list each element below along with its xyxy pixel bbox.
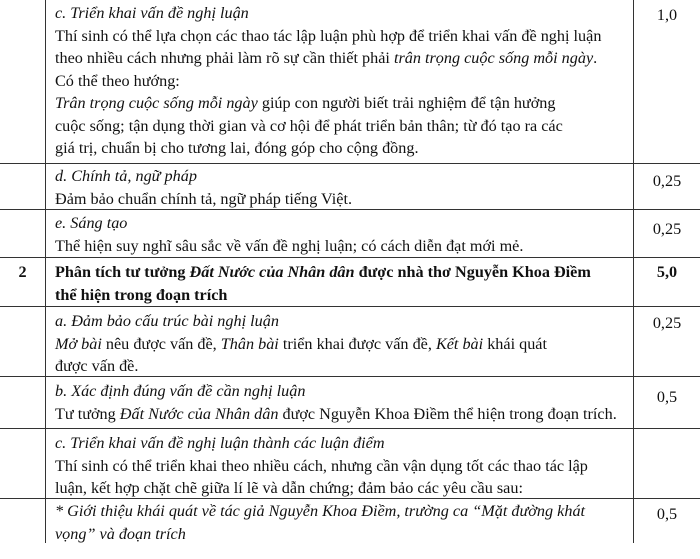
table-row-question-2: [0, 258, 700, 307]
criterion-heading: c. Triển khai vấn đề nghị luận: [55, 4, 249, 22]
table-row-sang-tao: [0, 210, 700, 258]
criterion-text: Thể hiện suy nghĩ sâu sắc về vấn đề nghị luận; có cách diễn đạt mới mẻ.: [55, 236, 524, 255]
row-content: [55, 2, 633, 160]
score-value: 1,0: [656, 6, 678, 24]
score-value: 0,5: [656, 505, 678, 523]
score-value: 5,0: [656, 263, 678, 281]
criterion-text: Trân trọng cuộc sống mỗi ngày giúp con người biết trải nghiệm để tận hưởng: [55, 94, 556, 112]
table-row-chinh-ta: [0, 164, 700, 210]
score-value: 0,25: [652, 220, 682, 238]
score-value: 0,25: [652, 314, 682, 332]
table-row-xac-dinh: [0, 377, 700, 429]
criterion-text: theo nhiều cách nhưng phải làm rõ sự cần thiết phải trân trọng cuộc sống mỗi ngày.: [55, 49, 598, 67]
score-value: 0,25: [652, 172, 682, 190]
criterion-heading: b. Xác định đúng vấn đề cần nghị luận: [55, 382, 306, 400]
criterion-heading: a. Đảm bảo cấu trúc bài nghị luận: [55, 312, 279, 330]
question-title: Phân tích tư tưởng Đất Nước của Nhân dân được nhà thơ Nguyễn Khoa Điềm thể hiện trong đoạn trích: [55, 263, 591, 304]
row-content: [55, 212, 633, 257]
row-content: [55, 380, 633, 425]
table-row-trien-khai: [0, 0, 700, 164]
row-content: [55, 165, 633, 210]
table-row-cau-truc: [0, 307, 700, 377]
score-value: 0,5: [656, 388, 678, 406]
criterion-text: Thí sinh có thể lựa chọn các thao tác lập luận phù hợp để triển khai vấn đề nghị luận: [55, 26, 602, 45]
table-row-luan-diem: [0, 429, 700, 499]
criterion-text: giá trị, chuẩn bị cho tương lai, đóng góp cho cộng đồng.: [55, 139, 419, 157]
criterion-text: Mở bài nêu được vấn đề, Thân bài triển khai được vấn đề, Kết bài khái quát: [55, 334, 547, 353]
row-content: [55, 310, 633, 378]
table-row-gioi-thieu: [0, 499, 700, 559]
criterion-text: vọng” và đoạn trích: [55, 524, 186, 543]
criterion-text: Có thể theo hướng:: [55, 71, 180, 90]
criterion-text: * Giới thiệu khái quát về tác giả Nguyễn Khoa Điềm, trường ca “Mặt đường khát: [55, 502, 586, 520]
criterion-text: Đảm bảo chuẩn chính tả, ngữ pháp tiếng Việt.: [55, 189, 353, 208]
criterion-text: được vấn đề.: [55, 357, 139, 375]
criterion-heading: c. Triển khai vấn đề nghị luận thành các luận điểm: [55, 434, 385, 452]
criterion-heading: d. Chính tả, ngữ pháp: [55, 167, 197, 185]
criterion-text: luận, kết hợp chặt chẽ giữa lí lẽ và dẫn chứng; đảm bảo các yêu cầu sau:: [55, 479, 523, 497]
question-number: 2: [18, 263, 27, 281]
criterion-text: Tư tưởng Đất Nước của Nhân dân được Nguyễn Khoa Điềm thể hiện trong đoạn trích.: [55, 404, 617, 423]
criterion-text: cuộc sống; tận dụng thời gian và cơ hội để phát triển bản thân; từ đó tạo ra các: [55, 116, 563, 135]
criterion-text: Thí sinh có thể triển khai theo nhiều cách, nhưng cần vận dụng tốt các thao tác lập: [55, 456, 588, 475]
row-content: [55, 432, 633, 500]
row-content: [55, 500, 633, 545]
criterion-heading: e. Sáng tạo: [55, 214, 128, 232]
